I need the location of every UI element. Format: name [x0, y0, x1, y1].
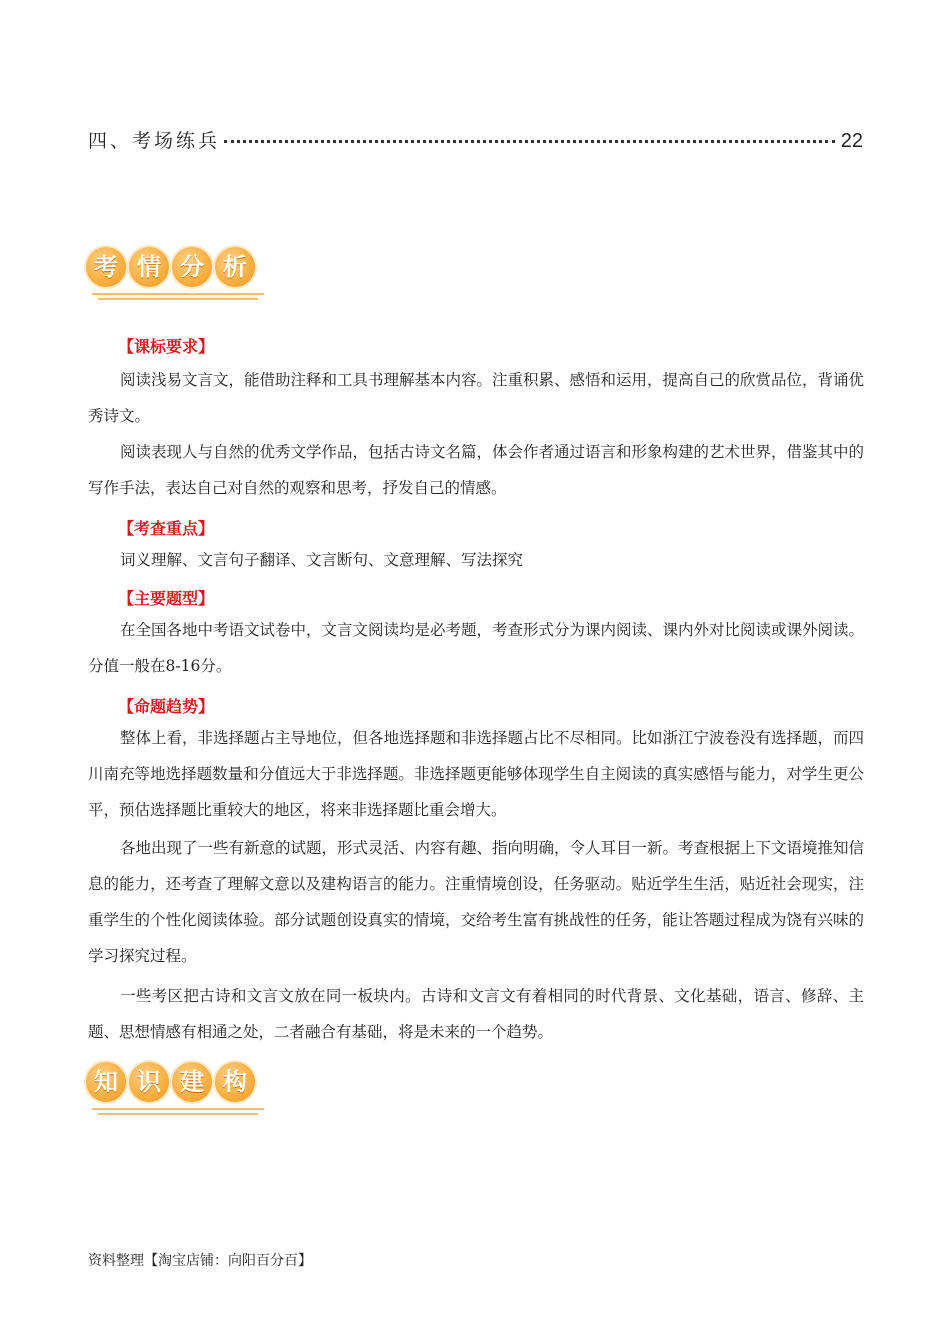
paragraph: 各地出现了一些有新意的试题，形式灵活、内容有趣、指向明确，令人耳目一新。考查根据上下文语境推知信息的能力，还考查了理解文意以及建构语言的能力。注重情境创设，任务驱动。贴近学生生活，贴近社会现实，注重学生的个性化阅读体验。部分试题创设真实的情境，交给考生富有挑战性的任务，能让答题过程成为饶有兴味的学习探究过程。 — [88, 839, 865, 965]
banner-knowledge-structure — [86, 1062, 255, 1102]
paragraph: 阅读浅易文言文，能借助注释和工具书理解基本内容。注重积累、感悟和运用，提高自己的欣赏品位，背诵优秀诗文。 — [88, 371, 865, 425]
banner-char: 析 — [215, 247, 255, 287]
paragraph: 在全国各地中考语文试卷中，文言文阅读均是必考题，考查形式分为课内阅读、课内外对比阅读或课外阅读。分值一般在8-16分。 — [88, 621, 865, 675]
toc-leader-dots — [224, 140, 835, 143]
banner-underline — [92, 293, 264, 303]
banner-char: 构 — [215, 1062, 255, 1102]
paragraph: 整体上看，非选择题占主导地位，但各地选择题和非选择题占比不尽相同。比如浙江宁波卷没有选择题，而四川南充等地选择题数量和分值远大于非选择题。非选择题更能够体现学生自主阅读的真实感悟与能力，对学生更公平，预估选择题比重较大的地区，将来非选择题比重会增大。 — [88, 729, 865, 819]
heading-question-types: 【主要题型】 — [118, 589, 215, 608]
paragraph: 阅读表现人与自然的优秀文学作品，包括古诗文名篇，体会作者通过语言和形象构建的艺术世界，借鉴其中的写作手法，表达自己对自然的观察和思考，抒发自己的情感。 — [88, 443, 865, 497]
paragraph: 词义理解、文言句子翻译、文言断句、文意理解、写法探究 — [120, 551, 524, 569]
paragraph: 一些考区把古诗和文言文放在同一板块内。古诗和文言文有着相同的时代背景、文化基础，语言、修辞、主题、思想情感有相通之处，二者融合有基础，将是未来的一个趋势。 — [88, 987, 864, 1041]
banner-char: 建 — [172, 1062, 212, 1102]
toc-entry[interactable] — [88, 126, 863, 153]
heading-curriculum: 【课标要求】 — [118, 337, 215, 356]
banner-char: 知 — [86, 1062, 126, 1102]
banner-char: 识 — [129, 1062, 169, 1102]
banner-char: 考 — [86, 247, 126, 287]
banner-char: 分 — [172, 247, 212, 287]
banner-underline — [92, 1108, 264, 1118]
heading-focus: 【考查重点】 — [118, 519, 215, 538]
banner-char: 情 — [129, 247, 169, 287]
banner-exam-analysis — [86, 247, 255, 287]
heading-trend: 【命题趋势】 — [118, 697, 215, 716]
page-footer: 资料整理【淘宝店铺：向阳百分百】 — [88, 1253, 312, 1269]
toc-entry-title: 四、考场练兵 — [88, 130, 221, 152]
toc-page-number: 22 — [840, 130, 863, 152]
